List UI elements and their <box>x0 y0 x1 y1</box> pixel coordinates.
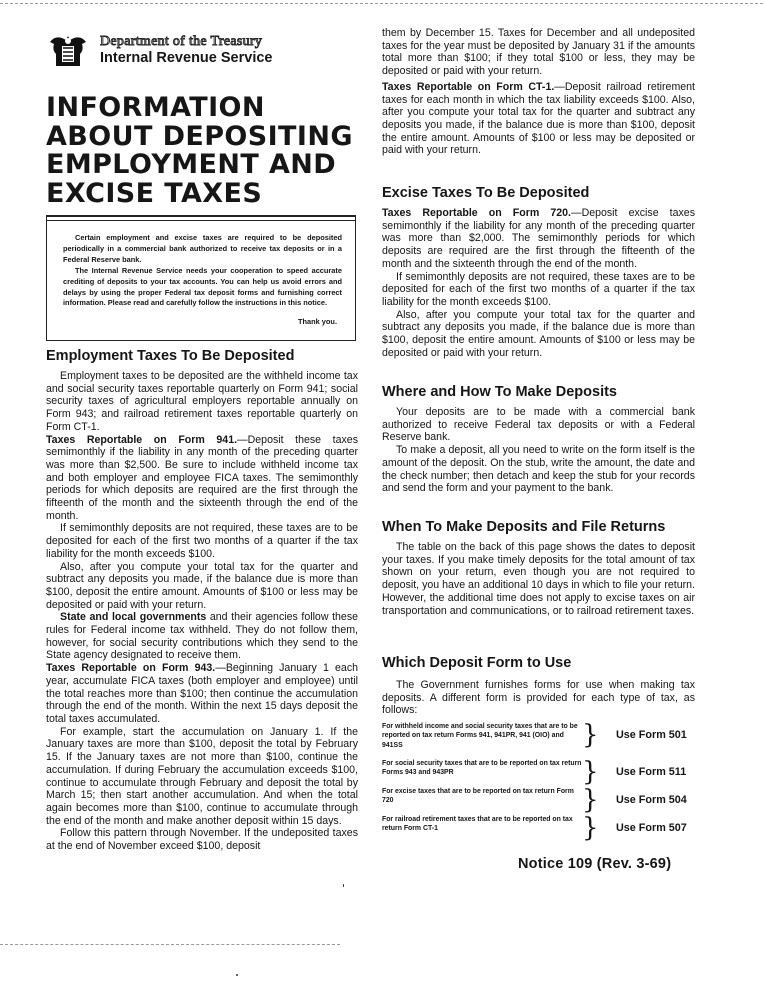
paragraph-text: —Deposit railroad retirement taxes for each month in which the tax liability exceeds $100. Also, after you compute your total tax for the quarter and subtract any deposits you made, if the balance due is more than $100, deposit the entire amount. Amounts of $100 or less may be deposited or paid with your return. <box>382 80 695 157</box>
form-row <box>382 722 695 758</box>
form-row <box>382 759 695 786</box>
page-title <box>46 94 353 208</box>
paragraph: For example, start the accumulation on January 1. If the January taxes are more than $100, deposit the total by February 15. If the January taxes are not more than $100, continue the accumulation. If during February the accumulation exceeds $100, continue to accumulate through February and deposit the total by March 15; then start another accumulation. And when the total again becomes more than $100, continue to accumulate through the end of the month and make another deposit within 15 days. <box>46 725 358 827</box>
deposit-form-table <box>382 722 695 843</box>
paragraph: To make a deposit, all you need to write on the form itself is the amount of the deposit. On the stub, write the amount, the date and the check number; then detach and keep the stub for your records and send the form and your payment to the bank. <box>382 444 695 495</box>
paragraph: Also, after you compute your total tax for the quarter and subtract any deposits you made, if the balance due is more than $100, deposit the entire amount. Amounts of $100 or less may be deposited or paid with your return. <box>382 308 695 359</box>
scan-speck <box>343 884 344 887</box>
run-in-heading: Taxes Reportable on Form CT-1. <box>382 80 555 93</box>
form-row-use: Use Form 507 <box>616 822 687 834</box>
paragraph: Follow this pattern through November. If the undeposited taxes at the end of November exceed $100, deposit <box>46 827 358 853</box>
notice-number: Notice 109 (Rev. 3-69) <box>518 856 672 872</box>
form-row <box>382 787 695 814</box>
title-line: EMPLOYMENT AND <box>46 149 337 180</box>
intro-paragraph: Certain employment and excise taxes are required to be deposited periodically in a commercial bank authorized to receive tax deposits or in a Federal Reserve bank. <box>63 233 342 264</box>
excise-body <box>382 207 695 359</box>
paragraph-text: and their agencies follow these rules for Federal income tax withheld. They do not follow them, however, for social security contributions which they send to the State agency designated to receive them. <box>46 611 359 662</box>
form-row-use: Use Form 511 <box>616 766 687 778</box>
paragraph: If semimonthly deposits are not required, these taxes are to be deposited for each of the first two months of a quarter if the tax liability for the month exceeds $100. <box>46 522 358 560</box>
employment-heading: Employment Taxes To Be Deposited <box>46 348 295 364</box>
brace-icon: } <box>582 813 599 843</box>
form-row <box>382 815 695 842</box>
employment-body <box>46 370 358 853</box>
paragraph <box>46 662 358 726</box>
paragraph: The Government furnishes forms for use when making tax deposits. A different form is provided for each type of tax, as follows: <box>382 679 695 717</box>
brace-icon: } <box>582 720 599 750</box>
paragraph <box>46 611 358 662</box>
form-row-description: For excise taxes that are to be reported on tax return Form 720 <box>382 788 574 805</box>
paragraph: Employment taxes to be deposited are the withheld income tax and social security taxes reportable quarterly on Form 941; social security taxes of agricultural employers reportable annually on Form 943; and railroad retirement taxes reportable quarterly on Form CT-1. <box>46 370 358 433</box>
paragraph <box>382 81 695 157</box>
treasury-eagle-logo-icon <box>46 32 90 70</box>
paragraph-text: —Deposit these taxes semimonthly if the liability in any month of the preceding quarter was more than $2,500. Be sure to include withheld income tax and both employer and employee FICA taxes. The semimonthly periods for which deposits are required are the first through the fifteenth of the month and the sixteenth through the end of the month. <box>46 433 359 522</box>
form-row-description: For railroad retirement taxes that are to be reported on tax return Form CT-1 <box>382 816 573 833</box>
title-line: EXCISE TAXES <box>46 177 263 209</box>
excise-heading: Excise Taxes To Be Deposited <box>382 185 590 201</box>
intro-thanks: Thank you. <box>297 317 337 326</box>
agency-name: Internal Revenue Service <box>100 50 273 66</box>
when-body <box>382 541 695 617</box>
run-in-heading: State and local governments <box>60 611 207 624</box>
form-row-description: For withheld income and social security taxes that are to be reported on tax return Forms 941, 941PR, 941 (OIO) and 941SS <box>382 723 578 749</box>
form-row-use: Use Form 501 <box>616 729 687 741</box>
title-line: INFORMATION <box>46 92 265 123</box>
form-row-use: Use Form 504 <box>616 794 687 806</box>
paragraph: them by December 15. Taxes for December and all undeposited taxes for the year must be deposited by January 31 if the amounts total more than $100; if they total $100 or less, they may be deposited or paid with your return. <box>382 27 695 78</box>
form-row-description: For social security taxes that are to be reported on tax return Forms 943 and 943PR <box>382 760 582 777</box>
run-in-heading: Taxes Reportable on Form 720. <box>382 207 571 219</box>
paragraph <box>382 207 695 271</box>
scan-edge-top <box>0 3 763 4</box>
where-how-heading: Where and How To Make Deposits <box>382 384 617 400</box>
department-name: Department of the Treasury <box>100 34 263 49</box>
where-how-body <box>382 406 695 495</box>
paragraph-text: —Deposit excise taxes semimonthly if the liability for any month of the preceding quarter was more than $2,000. The semimonthly periods for which deposits are required are the first through the fifteenth of the month and the sixteenth through the end of the month. <box>382 207 695 270</box>
scan-edge-bottom <box>0 944 340 945</box>
agency-header <box>46 30 306 74</box>
brace-icon: } <box>582 757 599 787</box>
title-line: ABOUT DEPOSITING <box>46 120 353 152</box>
intro-text <box>63 233 342 309</box>
paragraph <box>46 434 358 523</box>
scan-speck <box>236 974 238 976</box>
intro-paragraph: The Internal Revenue Service needs your cooperation to speed accurate crediting of deposits to your tax accounts. You can help us avoid errors and delays by using the proper Federal tax deposit forms and furnishing correct information. Please read and carefully follow the instructions in this notice. <box>63 265 342 308</box>
intro-notice-box <box>46 215 356 341</box>
paragraph: Also, after you compute your total tax for the quarter and subtract any deposits you made, if the balance due is more than $100, deposit the entire amount. Amounts of $100 or less may be deposited or paid with your return. <box>46 560 358 611</box>
brace-icon: } <box>582 785 599 815</box>
paragraph: The table on the back of this page shows the dates to deposit your taxes. If you make timely deposits for the total amount of tax shown on your return, even though you are not required to deposit, you have an additional 10 days in which to file your return. However, the additional time does not apply to excise taxes on air transportation and communications, or to railroad retirement taxes. <box>382 541 695 617</box>
paragraph: If semimonthly deposits are not required, these taxes are to be deposited for each of the first two months of a quarter if the tax liability for the month exceeds $100. <box>382 270 695 308</box>
which-form-heading: Which Deposit Form to Use <box>382 655 572 671</box>
when-heading: When To Make Deposits and File Returns <box>382 519 666 535</box>
paragraph: Your deposits are to be made with a commercial bank authorized to receive Federal tax deposits or with a Federal Reserve bank. <box>382 406 695 444</box>
which-form-body <box>382 679 695 717</box>
right-top-body <box>382 27 695 157</box>
run-in-heading: Taxes Reportable on Form 941. <box>46 433 238 446</box>
run-in-heading: Taxes Reportable on Form 943. <box>46 662 216 675</box>
paragraph-text: —Beginning January 1 each year, accumulate FICA taxes (both employer and employee) until the total reaches more than $100; then continue the accumulation through the end of the month. Within the next 15 days deposit the total taxes accumulated. <box>46 662 359 725</box>
